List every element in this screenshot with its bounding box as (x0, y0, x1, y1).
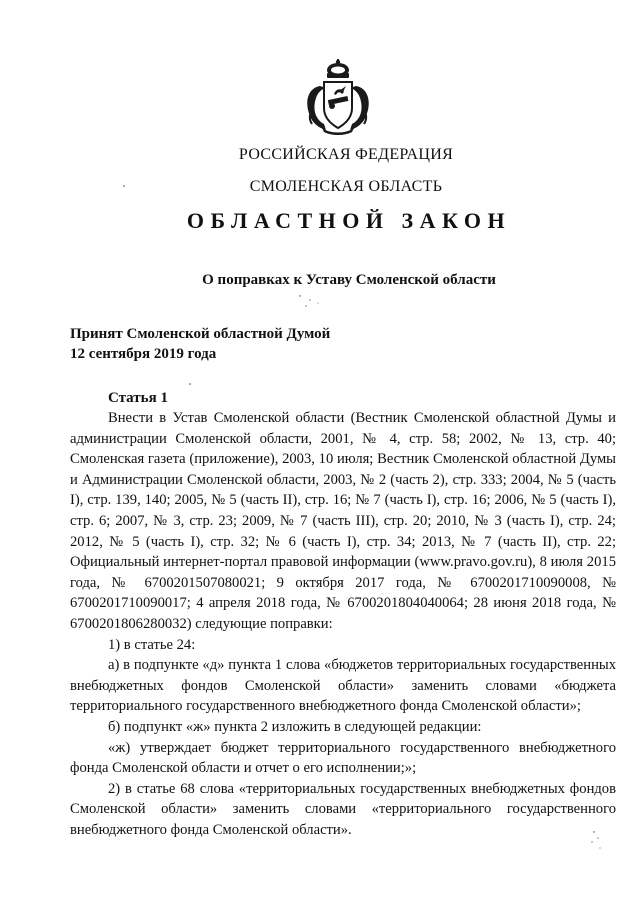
article-paragraph-subitem-b: б) подпункт «ж» пункта 2 изложить в следующей редакции: (108, 718, 482, 735)
article-paragraph-quote-zh: «ж) утверждает бюджет территориального государственного внебюджетного фонда Смоленской области и отчет о его исполнении;»; (70, 739, 616, 777)
adoption-body-line: Принят Смоленской областной Думой (70, 326, 331, 342)
document-subject: О поправках к Уставу Смоленской области (202, 272, 496, 288)
region-title: СМОЛЕНСКАЯ ОБЛАСТЬ (249, 178, 443, 195)
adoption-date-line: 12 сентября 2019 года (70, 346, 217, 362)
article-heading: Статья 1 (108, 390, 168, 406)
article-paragraph-item-2: 2) в статье 68 слова «территориальных государственных внебюджетных фондов Смоленской области» заменить словами «территориального государственного внебюджетного фонда Смоленской области». (70, 780, 616, 838)
country-title: РОССИЙСКАЯ ФЕДЕРАЦИЯ (238, 146, 454, 163)
article-paragraph-item-1: 1) в статье 24: (108, 636, 196, 653)
document-type-title: ОБЛАСТНОЙ ЗАКОН (186, 208, 512, 233)
article-paragraph-intro: Внести в Устав Смоленской области (Вестник Смоленской областной Думы и администрации Смоленской области, 2001, № 4, стр. 58; 2002, № 13, стр. 40; Смоленская газета (приложение), 2003, 10 июля; Вестник Смоленской областной Думы и Администрации Смоленской области, 2003, № 2 (часть 2), стр. 333; 2004, № 5 (часть I), стр. 139, 140; 2005, № 5 (часть II), стр. 16; № 7 (часть I), стр. 16; 2006, № 5 (часть I), стр. 6; 2007, № 3, стр. 23; 2009, № 7 (часть III), стр. 20; 2010, № 3 (часть I), стр. 24; 2012, № 5 (часть I), стр. 32; № 6 (часть I), стр. 34; 2013, № 7 (часть II), стр. 22; Официальный интернет-портал правовой информации (www.pravo.gov.ru), 8 июля 2015 года, № 6700201507080021; 9 октября 2017 года, № 6700201710090008, № 6700201710090017; 4 апреля 2018 года, № 6700201804040064; 28 июня 2018 года, № 6700201806280032) следующие поправки: (70, 410, 616, 632)
article-paragraph-subitem-a: а) в подпункте «д» пункта 1 слова «бюджетов территориальных государственных внебюджетных фондов Смоленской области» заменить словами «бюджета территориального государственного внебюджетного фонда Смоленской области»; (70, 657, 616, 715)
